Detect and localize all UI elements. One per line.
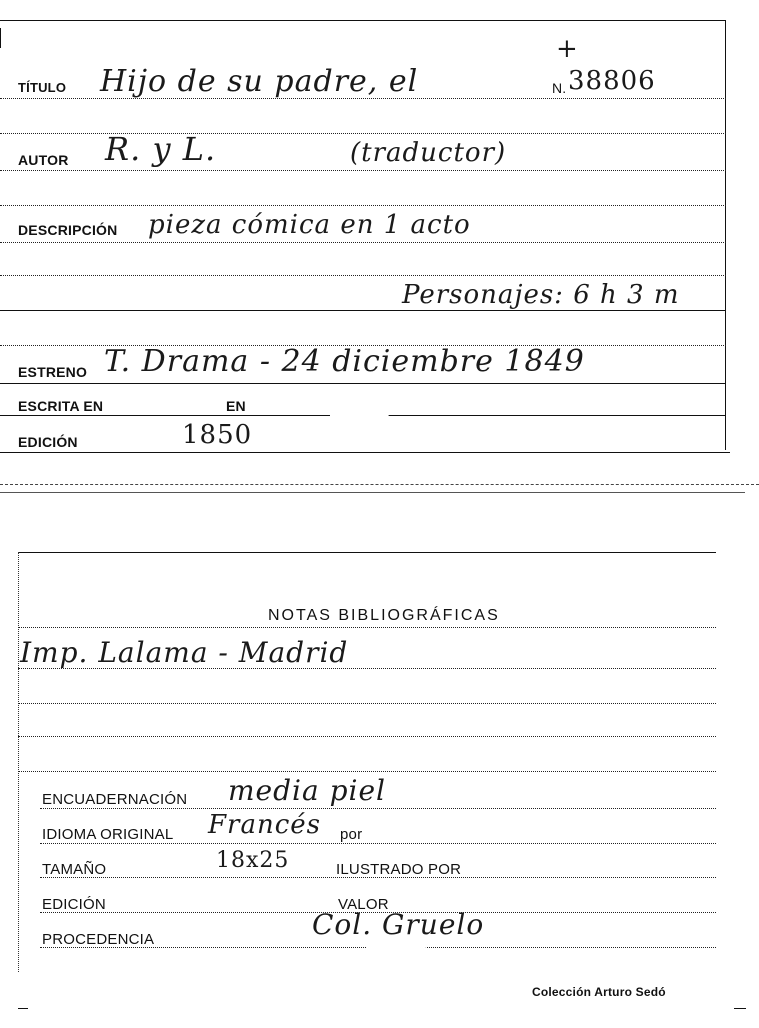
rule-line: [0, 383, 726, 384]
procedencia-value: Col. Gruelo: [312, 908, 485, 941]
cross-mark: +: [556, 34, 579, 64]
tamano-label: TAMAÑO: [42, 861, 107, 878]
rule-line: [0, 310, 726, 311]
autor-label: AUTOR: [18, 152, 69, 168]
procedencia-label: PROCEDENCIA: [42, 931, 155, 948]
personajes-value: Personajes: 6 h 3 m: [402, 280, 680, 310]
rule-line: [0, 170, 726, 171]
rule-line: [18, 703, 716, 704]
descripcion-value: pieza cómica en 1 acto: [148, 210, 471, 240]
estreno-label: ESTRENO: [18, 364, 88, 380]
autor-note: (traductor): [350, 138, 507, 168]
idioma-value: Francés: [208, 810, 322, 840]
notas-heading: NOTAS BIBLIOGRÁFICAS: [268, 607, 500, 624]
top-card-top-border: [0, 20, 726, 21]
edicion-bottom-label: EDICIÓN: [42, 896, 106, 913]
rule-line: [18, 736, 716, 737]
numero-label: N.: [552, 80, 567, 96]
escrita-label: ESCRITA EN: [18, 398, 104, 414]
ilustrado-label: ILUSTRADO POR: [336, 861, 462, 878]
top-card-left-mark: [0, 28, 1, 48]
edicion-value: 1850: [182, 420, 253, 450]
rule-line: [0, 205, 726, 206]
por-label: por: [340, 826, 363, 843]
top-card-right-border: [725, 20, 726, 450]
card-cut-line: [0, 484, 759, 485]
rule-line: [40, 843, 716, 844]
descripcion-label: DESCRIPCIÓN: [18, 222, 118, 238]
estreno-value: T. Drama - 24 diciembre 1849: [104, 344, 585, 379]
rule-line: [18, 771, 716, 772]
card-edge-line: [0, 492, 745, 493]
titulo-value: Hijo de su padre, el: [100, 64, 419, 99]
punch-hole: [330, 398, 390, 448]
encuadernacion-value: media piel: [228, 774, 386, 807]
idioma-label: IDIOMA ORIGINAL: [42, 826, 174, 843]
bottom-card-top-border: [18, 552, 716, 553]
numero-value: 38806: [568, 66, 656, 96]
rule-line: [0, 242, 726, 243]
tamano-value: 18x25: [216, 848, 290, 873]
rule-line: [0, 452, 730, 453]
encuadernacion-label: ENCUADERNACIÓN: [42, 791, 188, 808]
card-corner-mark: [734, 1008, 746, 1009]
rule-line: [0, 275, 726, 276]
edicion-label: EDICIÓN: [18, 434, 78, 450]
en-label: EN: [226, 398, 246, 414]
valor-label: VALOR: [338, 896, 389, 913]
autor-value: R. y L.: [105, 130, 217, 168]
titulo-label: TÍTULO: [18, 80, 67, 95]
card-corner-mark: [18, 1008, 28, 1009]
rule-line: [0, 415, 330, 416]
rule-line: [18, 627, 716, 628]
coleccion-footer: Colección Arturo Sedó: [532, 985, 666, 999]
rule-line: [388, 415, 726, 416]
rule-line: [40, 808, 716, 809]
bottom-card-left-border: [18, 552, 19, 972]
notas-value: Imp. Lalama - Madrid: [20, 636, 349, 669]
